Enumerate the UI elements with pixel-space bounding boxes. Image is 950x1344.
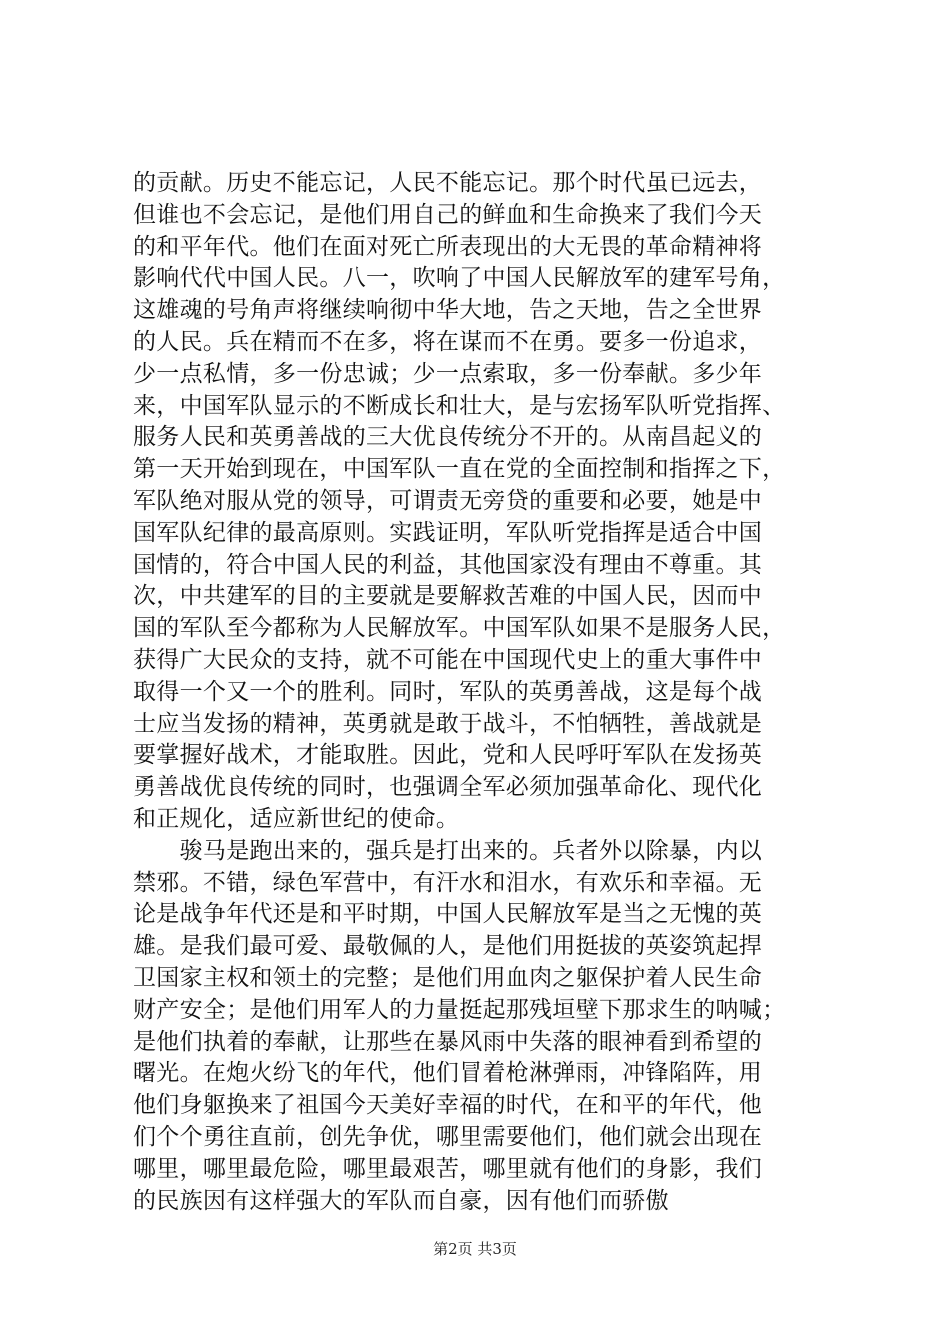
text-line: 曙光。在炮火纷飞的年代，他们冒着枪淋弹雨，冲锋陷阵，用 [133,1060,763,1087]
text-line: 服务人民和英勇善战的三大优良传统分不开的。从南昌起义的 [133,424,763,451]
text-line: 的人民。兵在精而不在多，将在谋而不在勇。要多一份追求， [133,328,763,355]
text-line: 少一点私情，多一份忠诚；少一点索取，多一份奉献。多少年 [133,360,763,387]
text-line: 雄。是我们最可爱、最敬佩的人，是他们用挺拔的英姿筑起捍 [133,933,763,960]
page-footer [0,1238,950,1259]
text-line: 士应当发扬的精神，英勇就是敢于战斗，不怕牺牲，善战就是 [133,710,763,737]
page-number-label: 第2页 共3页 [433,1240,517,1258]
text-line: 禁邪。不错，绿色军营中，有汗水和泪水，有欢乐和幸福。无 [133,869,763,896]
text-line: 国的军队至今都称为人民解放军。中国军队如果不是服务人民， [133,615,786,642]
text-line: 是他们执着的奉献，让那些在暴风雨中失落的眼神看到希望的 [133,1028,763,1055]
text-line: 国情的，符合中国人民的利益，其他国家没有理由不尊重。其 [133,551,763,578]
text-line: 第一天开始到现在，中国军队一直在党的全面控制和指挥之下， [133,456,786,483]
text-line: 他们身躯换来了祖国今天美好幸福的时代，在和平的年代，他 [133,1092,763,1119]
text-line: 影响代代中国人民。八一，吹响了中国人民解放军的建军号角， [133,265,786,292]
text-line: 国军队纪律的最高原则。实践证明，军队听党指挥是适合中国 [133,519,763,546]
text-line: 的贡献。历史不能忘记，人民不能忘记。那个时代虽已远去， [133,170,763,196]
text-line: 来，中国军队显示的不断成长和壮大，是与宏扬军队听党指挥、 [133,392,786,419]
text-line: 骏马是跑出来的，强兵是打出来的。兵者外以除暴，内以 [133,837,763,864]
body-text [133,168,829,1217]
text-line: 们个个勇往直前，创先争优，哪里需要他们，他们就会出现在 [133,1123,763,1150]
text-line: 次，中共建军的目的主要就是要解救苦难的中国人民，因而中 [133,583,763,610]
text-line: 取得一个又一个的胜利。同时，军队的英勇善战，这是每个战 [133,678,763,705]
text-line: 卫国家主权和领土的完整；是他们用血肉之躯保护着人民生命 [133,964,763,991]
text-line: 获得广大民众的支持，就不可能在中国现代史上的重大事件中 [133,646,763,673]
text-line: 的和平年代。他们在面对死亡所表现出的大无畏的革命精神将 [133,233,763,260]
text-line: 的民族因有这样强大的军队而自豪，因有他们而骄傲 [133,1187,669,1214]
text-line: 这雄魂的号角声将继续响彻中华大地，告之天地，告之全世界 [133,297,763,324]
text-line: 勇善战优良传统的同时，也强调全军必须加强革命化、现代化 [133,774,763,801]
text-line: 论是战争年代还是和平时期，中国人民解放军是当之无愧的英 [133,901,763,928]
text-line: 要掌握好战术，才能取胜。因此，党和人民呼吁军队在发扬英 [133,742,763,769]
text-line: 和正规化，适应新世纪的使命。 [133,805,460,832]
text-line: 军队绝对服从党的领导，可谓责无旁贷的重要和必要，她是中 [133,487,763,514]
text-line: 哪里，哪里最危险，哪里最艰苦，哪里就有他们的身影，我们 [133,1155,763,1182]
text-line: 财产安全；是他们用军人的力量挺起那残垣壁下那求生的呐喊； [133,996,786,1023]
text-line: 但谁也不会忘记，是他们用自己的鲜血和生命换来了我们今天 [133,201,763,228]
